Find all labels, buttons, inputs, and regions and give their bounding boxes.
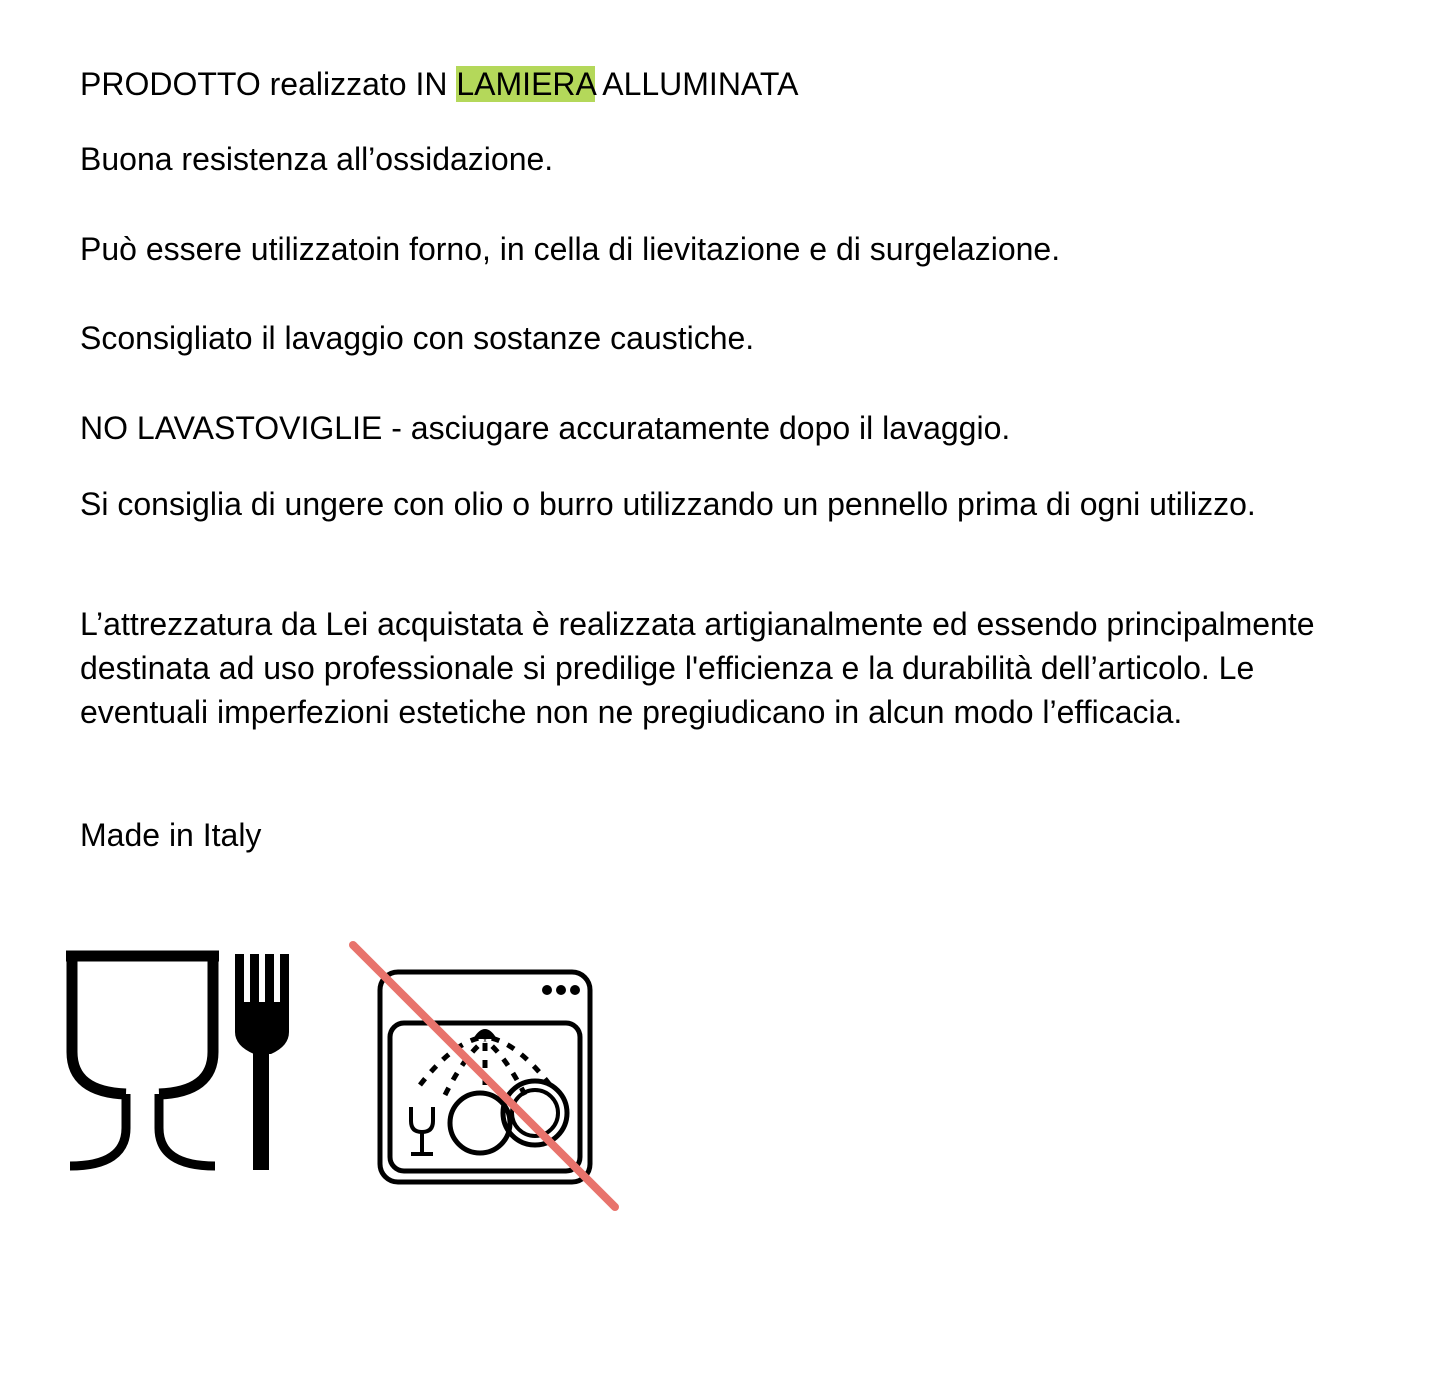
material-suffix: ALLUMINATA [595,66,799,102]
symbols-row [0,930,700,1230]
no-dishwasher-icon [345,935,635,1225]
oxidation-paragraph: Buona resistenza all’ossidazione. [80,141,554,177]
dishwasher-warning-paragraph: NO LAVASTOVIGLIE - asciugare accuratamente dopo il lavaggio. [80,410,1011,446]
material-paragraph [80,62,1370,106]
material-prefix: PRODOTTO realizzato IN [80,66,457,102]
greasing-paragraph: Si consiglia di ungere con olio o burro utilizzando un pennello prima di ogni utilizzo. [80,486,1256,522]
craftsmanship-paragraph: L’attrezzatura da Lei acquistata è realizzata artigianalmente ed essendo principalmente destinata ad uso professionale si predilige l'efficienza e la durabilità dell’articolo. Le eventuali imperfezioni estetiche non ne pregiudicano in alcun modo l’efficacia. [80,606,1315,730]
highlighted-word: LAMIERA [456,66,596,102]
caustic-warning-paragraph: Sconsigliato il lavaggio con sostanze caustiche. [80,320,755,356]
usage-paragraph: Può essere utilizzatoin forno, in cella di lievitazione e di surgelazione. [80,231,1061,267]
glass-fork-icon [60,950,300,1190]
origin-paragraph: Made in Italy [80,817,262,853]
